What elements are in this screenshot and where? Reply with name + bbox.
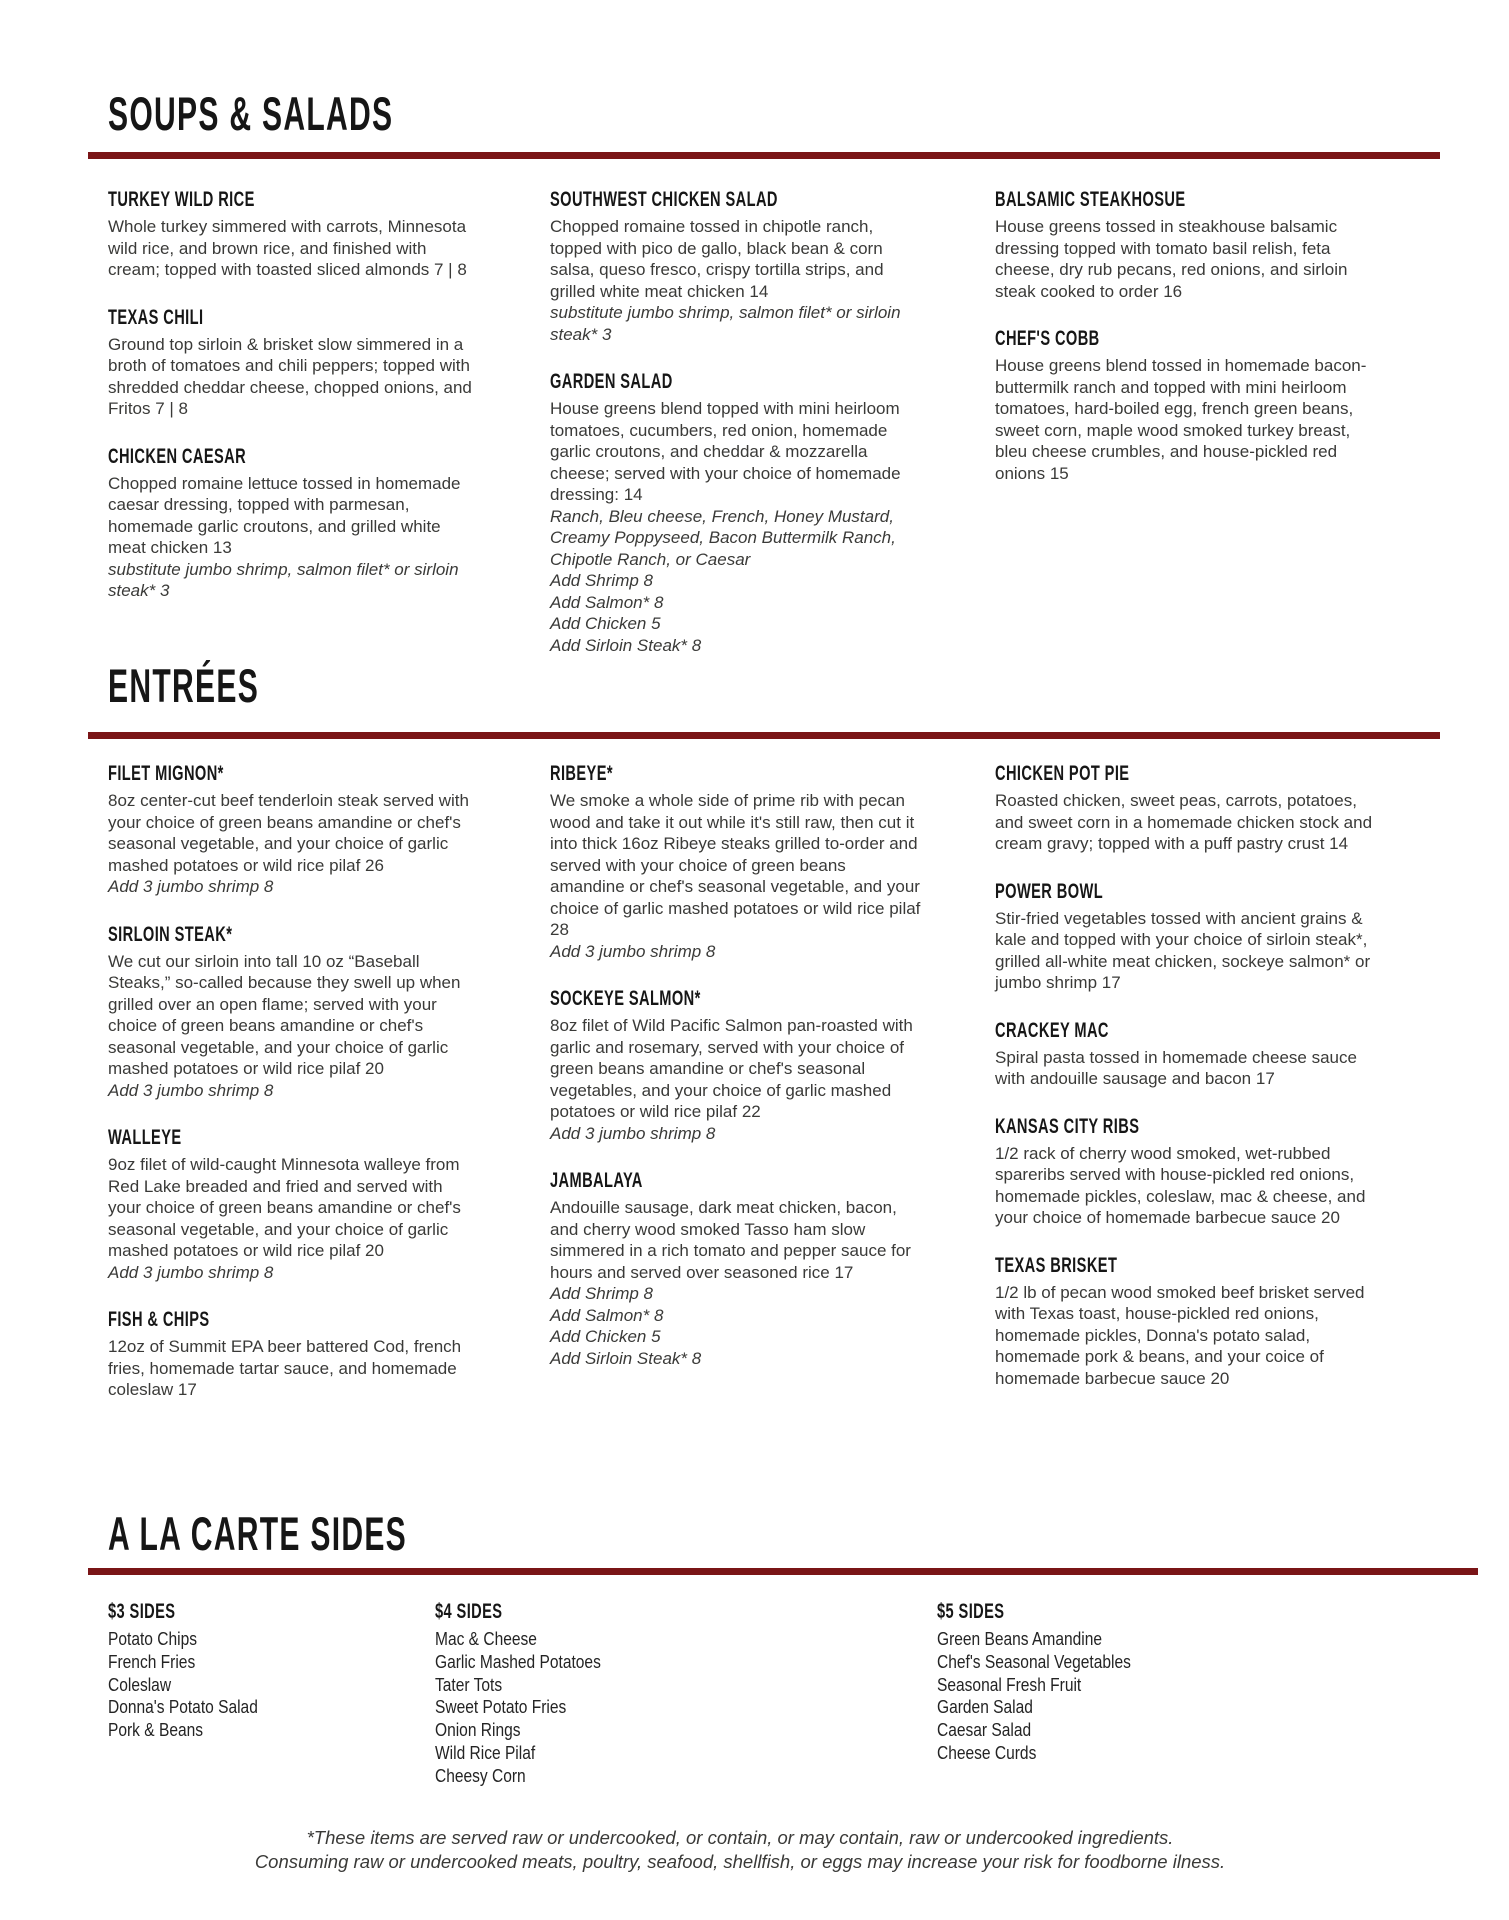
menu-item-description: Spiral pasta tossed in homemade cheese sauce with andouille sausage and bacon 17	[995, 1047, 1357, 1088]
menu-item-description: Andouille sausage, dark meat chicken, bacon, and cherry wood smoked Tasso ham slow simmered in a rich tomato and pepper sauce for hours and served over seasoned rice 17	[550, 1198, 911, 1282]
menu-item-title	[108, 188, 480, 211]
footer-disclaimer	[0, 1826, 1480, 1874]
menu-item-title-text: JAMBALAYA	[550, 1168, 643, 1192]
menu-item-title-text: POWER BOWL	[995, 878, 1104, 903]
side-item-text: Onion Rings	[435, 1719, 521, 1741]
menu-item-title-text: CRACKEY MAC	[995, 1017, 1109, 1042]
side-item	[435, 1765, 765, 1788]
side-item	[435, 1742, 765, 1765]
menu-item-title	[995, 1019, 1375, 1042]
menu-item	[995, 327, 1375, 484]
section-divider	[88, 1568, 1478, 1575]
section-divider	[88, 732, 1440, 739]
menu-item-title	[995, 327, 1375, 350]
side-item-text: Pork & Beans	[108, 1719, 204, 1741]
menu-item-description: House greens tossed in steakhouse balsamic dressing topped with tomato basil relish, feta cheese, dry rub pecans, red onions, and sirloin steak cooked to order 16	[995, 217, 1348, 301]
menu-item-title	[550, 370, 922, 393]
menu-item-title-text: RIBEYE*	[550, 761, 613, 785]
section-title-text: ENTRÉES	[108, 659, 260, 712]
menu-item-note: Add Sirloin Steak* 8	[550, 635, 702, 655]
side-item	[108, 1696, 418, 1719]
footer-disclaimer-line: *These items are served raw or undercooked, or contain, or may contain, raw or undercooked ingredients.	[306, 1827, 1174, 1848]
menu-item-description: House greens blend tossed in homemade bacon-buttermilk ranch and topped with mini heirloom tomatoes, hard-boiled egg, french green beans, sweet corn, maple wood smoked turkey breast, bleu cheese crumbles, and house-pickled red onions 15	[995, 356, 1367, 483]
menu-item	[108, 1600, 418, 1742]
menu-item	[435, 1600, 765, 1788]
menu-item	[108, 762, 480, 898]
side-item-text: Coleslaw	[108, 1673, 172, 1695]
menu-item-note: Add 3 jumbo shrimp 8	[550, 941, 716, 961]
menu-item-title-text: SOCKEYE SALMON*	[550, 986, 701, 1010]
menu-item	[995, 188, 1375, 302]
menu-item-note: Add Sirloin Steak* 8	[550, 1348, 702, 1368]
menu-item-title-text: FILET MIGNON*	[108, 761, 224, 785]
menu-item-title-text: CHICKEN CAESAR	[108, 443, 247, 468]
side-item-text: Tater Tots	[435, 1673, 503, 1695]
side-item-text: Cheesy Corn	[435, 1764, 526, 1786]
menu-item	[550, 762, 922, 962]
side-item	[435, 1696, 765, 1719]
menu-item-title	[995, 880, 1375, 903]
menu-item	[995, 762, 1375, 855]
side-item-text: Garlic Mashed Potatoes	[435, 1650, 601, 1672]
menu-item	[995, 1019, 1375, 1090]
menu-item-description: 12oz of Summit EPA beer battered Cod, french fries, homemade tartar sauce, and homemade coleslaw 17	[108, 1337, 462, 1399]
side-item-text: Sweet Potato Fries	[435, 1696, 567, 1718]
side-item	[937, 1628, 1267, 1651]
footer-disclaimer-line: Consuming raw or undercooked meats, poultry, seafood, shellfish, or eggs may increase your risk for foodborne ilness.	[254, 1851, 1226, 1872]
menu-item-description: 1/2 rack of cherry wood smoked, wet-rubbed spareribs served with house-pickled red onions, homemade pickles, coleslaw, mac & cheese, and your choice of homemade barbecue sauce 20	[995, 1143, 1366, 1227]
side-item-text: French Fries	[108, 1650, 196, 1672]
menu-column	[108, 1600, 418, 1767]
side-item	[937, 1696, 1267, 1719]
menu-item-note: Add Shrimp 8	[550, 571, 653, 590]
menu-item-title-text: CHEF'S COBB	[995, 326, 1100, 350]
menu-item-title-text: WALLEYE	[108, 1125, 182, 1149]
menu-item	[108, 445, 480, 602]
menu-item-title-text: TEXAS CHILI	[108, 304, 204, 329]
menu-item	[550, 987, 922, 1144]
menu-item	[550, 1169, 922, 1369]
menu-item-title-text: $3 SIDES	[108, 1599, 176, 1623]
menu-item-title-text: KANSAS CITY RIBS	[995, 1113, 1140, 1138]
menu-item	[108, 923, 480, 1102]
side-item-text: Green Beans Amandine	[937, 1628, 1103, 1649]
menu-item-note: Add Shrimp 8	[550, 1284, 653, 1303]
menu-item-note: Add 3 jumbo shrimp 8	[108, 1080, 274, 1100]
menu-column	[435, 1600, 765, 1813]
menu-column	[995, 188, 1375, 509]
menu-item	[108, 1308, 480, 1401]
menu-item-title-text: CHICKEN POT PIE	[995, 761, 1130, 785]
menu-item-description: 8oz center-cut beef tenderloin steak served with your choice of green beans amandine or chef's seasonal vegetable, and your choice of garlic mashed potatoes or wild rice pilaf 26	[108, 791, 469, 875]
side-item	[108, 1628, 418, 1651]
menu-item-title	[108, 923, 480, 946]
side-item	[937, 1651, 1267, 1674]
menu-item-note: Add 3 jumbo shrimp 8	[108, 1262, 274, 1282]
menu-item-description: Roasted chicken, sweet peas, carrots, potatoes, and sweet corn in a homemade chicken stock and cream gravy; topped with a puff pastry crust 14	[995, 791, 1373, 853]
section-title-text: SOUPS & SALADS	[108, 87, 394, 140]
menu-item-description: We cut our sirloin into tall 10 oz “Baseball Steaks,” so-called because they swell up when grilled over an open flame; served with your choice of green beans amandine or chef's seasonal vegetable, and your choice of garlic mashed potatoes or wild rice pilaf 20	[108, 951, 461, 1078]
menu-item-description: We smoke a whole side of prime rib with pecan wood and take it out while it's still raw, then cut it into thick 16oz Ribeye steaks grilled to-order and served with your choice of green beans amandine or chef's seasonal vegetable, and your choice of garlic mashed potatoes or wild rice pilaf 28	[550, 791, 921, 939]
menu-item-description: Ground top sirloin & brisket slow simmered in a broth of tomatoes and chili peppers; topped with shredded cheddar cheese, chopped onions, and Fritos 7 | 8	[108, 334, 472, 418]
side-item-text: Potato Chips	[108, 1628, 197, 1649]
menu-item-title	[108, 445, 480, 468]
menu-item-title-text: TEXAS BRISKET	[995, 1252, 1118, 1277]
menu-item-title	[108, 762, 480, 785]
menu-item	[995, 880, 1375, 994]
menu-item-title	[550, 762, 922, 785]
menu-column	[550, 762, 922, 1394]
menu-item	[108, 306, 480, 420]
section-title-soups-salads	[108, 87, 554, 140]
menu-item-title	[937, 1600, 1267, 1623]
menu-item-title	[995, 762, 1375, 785]
menu-item-title	[995, 1115, 1375, 1138]
side-item	[435, 1719, 765, 1742]
menu-item-note: substitute jumbo shrimp, salmon filet* or sirloin steak* 3	[550, 303, 901, 344]
side-item	[937, 1742, 1267, 1765]
menu-item-title	[995, 1254, 1375, 1277]
menu-item-description: Chopped romaine lettuce tossed in homemade caesar dressing, topped with parmesan, homemade garlic croutons, and grilled white meat chicken 13	[108, 473, 461, 557]
menu-item-description: Stir-fried vegetables tossed with ancient grains & kale and topped with your choice of sirloin steak*, grilled all-white meat chicken, sockeye salmon* or jumbo shrimp 17	[995, 908, 1371, 992]
menu-item-description: Whole turkey simmered with carrots, Minnesota wild rice, and brown rice, and finished with cream; topped with toasted sliced almonds 7 | 8	[108, 217, 467, 279]
menu-item-note: Add 3 jumbo shrimp 8	[550, 1123, 716, 1143]
menu-item	[995, 1115, 1375, 1229]
side-item-text: Chef's Seasonal Vegetables	[937, 1650, 1131, 1672]
side-item	[108, 1651, 418, 1674]
menu-item-description: 1/2 lb of pecan wood smoked beef brisket served with Texas toast, house-pickled red onions, homemade pickles, Donna's potato salad, homemade pork & beans, and your coice of homemade barbecue sauce 20	[995, 1282, 1365, 1388]
side-item	[937, 1674, 1267, 1697]
menu-column	[995, 762, 1375, 1414]
menu-item-title	[550, 987, 922, 1010]
side-item-text: Garden Salad	[937, 1696, 1033, 1718]
menu-item-note: Add Chicken 5	[550, 1327, 661, 1346]
menu-item-note: Add 3 jumbo shrimp 8	[108, 877, 274, 896]
menu-item-title	[550, 188, 922, 211]
menu-item-title	[108, 1126, 480, 1149]
side-item-text: Wild Rice Pilaf	[435, 1741, 536, 1763]
menu-item-title-text: SOUTHWEST CHICKEN SALAD	[550, 187, 778, 211]
menu-item-note: Add Salmon* 8	[550, 592, 664, 612]
menu-item	[995, 1254, 1375, 1390]
menu-item-title	[550, 1169, 922, 1192]
section-title-a-la-carte-sides	[108, 1507, 575, 1560]
side-item-text: Caesar Salad	[937, 1719, 1032, 1741]
menu-item-note: Add Chicken 5	[550, 614, 661, 633]
section-title-text: A LA CARTE SIDES	[108, 1507, 408, 1560]
menu-item	[108, 1126, 480, 1283]
side-item	[937, 1719, 1267, 1742]
menu-item-title-text: GARDEN SALAD	[550, 369, 673, 393]
menu-item-description: House greens blend topped with mini heirloom tomatoes, cucumbers, red onion, homemade garlic croutons, and cheddar & mozzarella cheese; served with your choice of homemade dressing: 14	[550, 399, 901, 504]
menu-item-title-text: SIRLOIN STEAK*	[108, 921, 233, 946]
side-item	[435, 1628, 765, 1651]
menu-item	[937, 1600, 1267, 1765]
side-item	[435, 1651, 765, 1674]
menu-item-title	[108, 306, 480, 329]
menu-item	[108, 188, 480, 281]
menu-item-title	[995, 188, 1375, 211]
menu-item-title-text: FISH & CHIPS	[108, 1307, 210, 1331]
menu-item-title	[108, 1308, 480, 1331]
menu-item	[550, 188, 922, 345]
side-item	[108, 1719, 418, 1742]
side-item-text: Donna's Potato Salad	[108, 1696, 258, 1718]
side-item-text: Cheese Curds	[937, 1741, 1037, 1763]
menu-item-description: Chopped romaine tossed in chipotle ranch, topped with pico de gallo, black bean & corn salsa, queso fresco, crispy tortilla strips, and grilled white meat chicken 14	[550, 217, 884, 301]
side-item-text: Seasonal Fresh Fruit	[937, 1673, 1082, 1695]
menu-item	[550, 370, 922, 656]
menu-item-title-text: $4 SIDES	[435, 1599, 503, 1623]
menu-item-title	[435, 1600, 765, 1623]
menu-item-note: substitute jumbo shrimp, salmon filet* or sirloin steak* 3	[108, 559, 459, 600]
menu-column	[550, 188, 922, 681]
section-title-entrees	[108, 659, 344, 712]
menu-item-title-text: BALSAMIC STEAKHOSUE	[995, 187, 1186, 211]
section-divider	[88, 152, 1440, 159]
side-item-text: Mac & Cheese	[435, 1628, 537, 1649]
menu-column	[108, 188, 480, 627]
menu-item-title-text: $5 SIDES	[937, 1599, 1005, 1623]
menu-column	[937, 1600, 1267, 1790]
menu-item-description: 9oz filet of wild-caught Minnesota walleye from Red Lake breaded and fried and served with your choice of green beans amandine or chef's seasonal vegetable, and your choice of garlic mashed potatoes or wild rice pilaf 20	[108, 1155, 461, 1260]
menu-item-title-text: TURKEY WILD RICE	[108, 187, 255, 211]
menu-item-description: 8oz filet of Wild Pacific Salmon pan-roasted with garlic and rosemary, served with your choice of green beans amandine or chef's seasonal vegetables, and your choice of garlic mashed potatoes or wild rice pilaf 22	[550, 1016, 913, 1121]
menu-item-note: Add Salmon* 8	[550, 1305, 664, 1325]
menu-item-note: Ranch, Bleu cheese, French, Honey Mustard, Creamy Poppyseed, Bacon Buttermilk Ranch, Chipotle Ranch, or Caesar	[550, 506, 896, 569]
side-item	[435, 1674, 765, 1697]
menu-item-title	[108, 1600, 418, 1623]
menu-column	[108, 762, 480, 1426]
side-item	[108, 1674, 418, 1697]
